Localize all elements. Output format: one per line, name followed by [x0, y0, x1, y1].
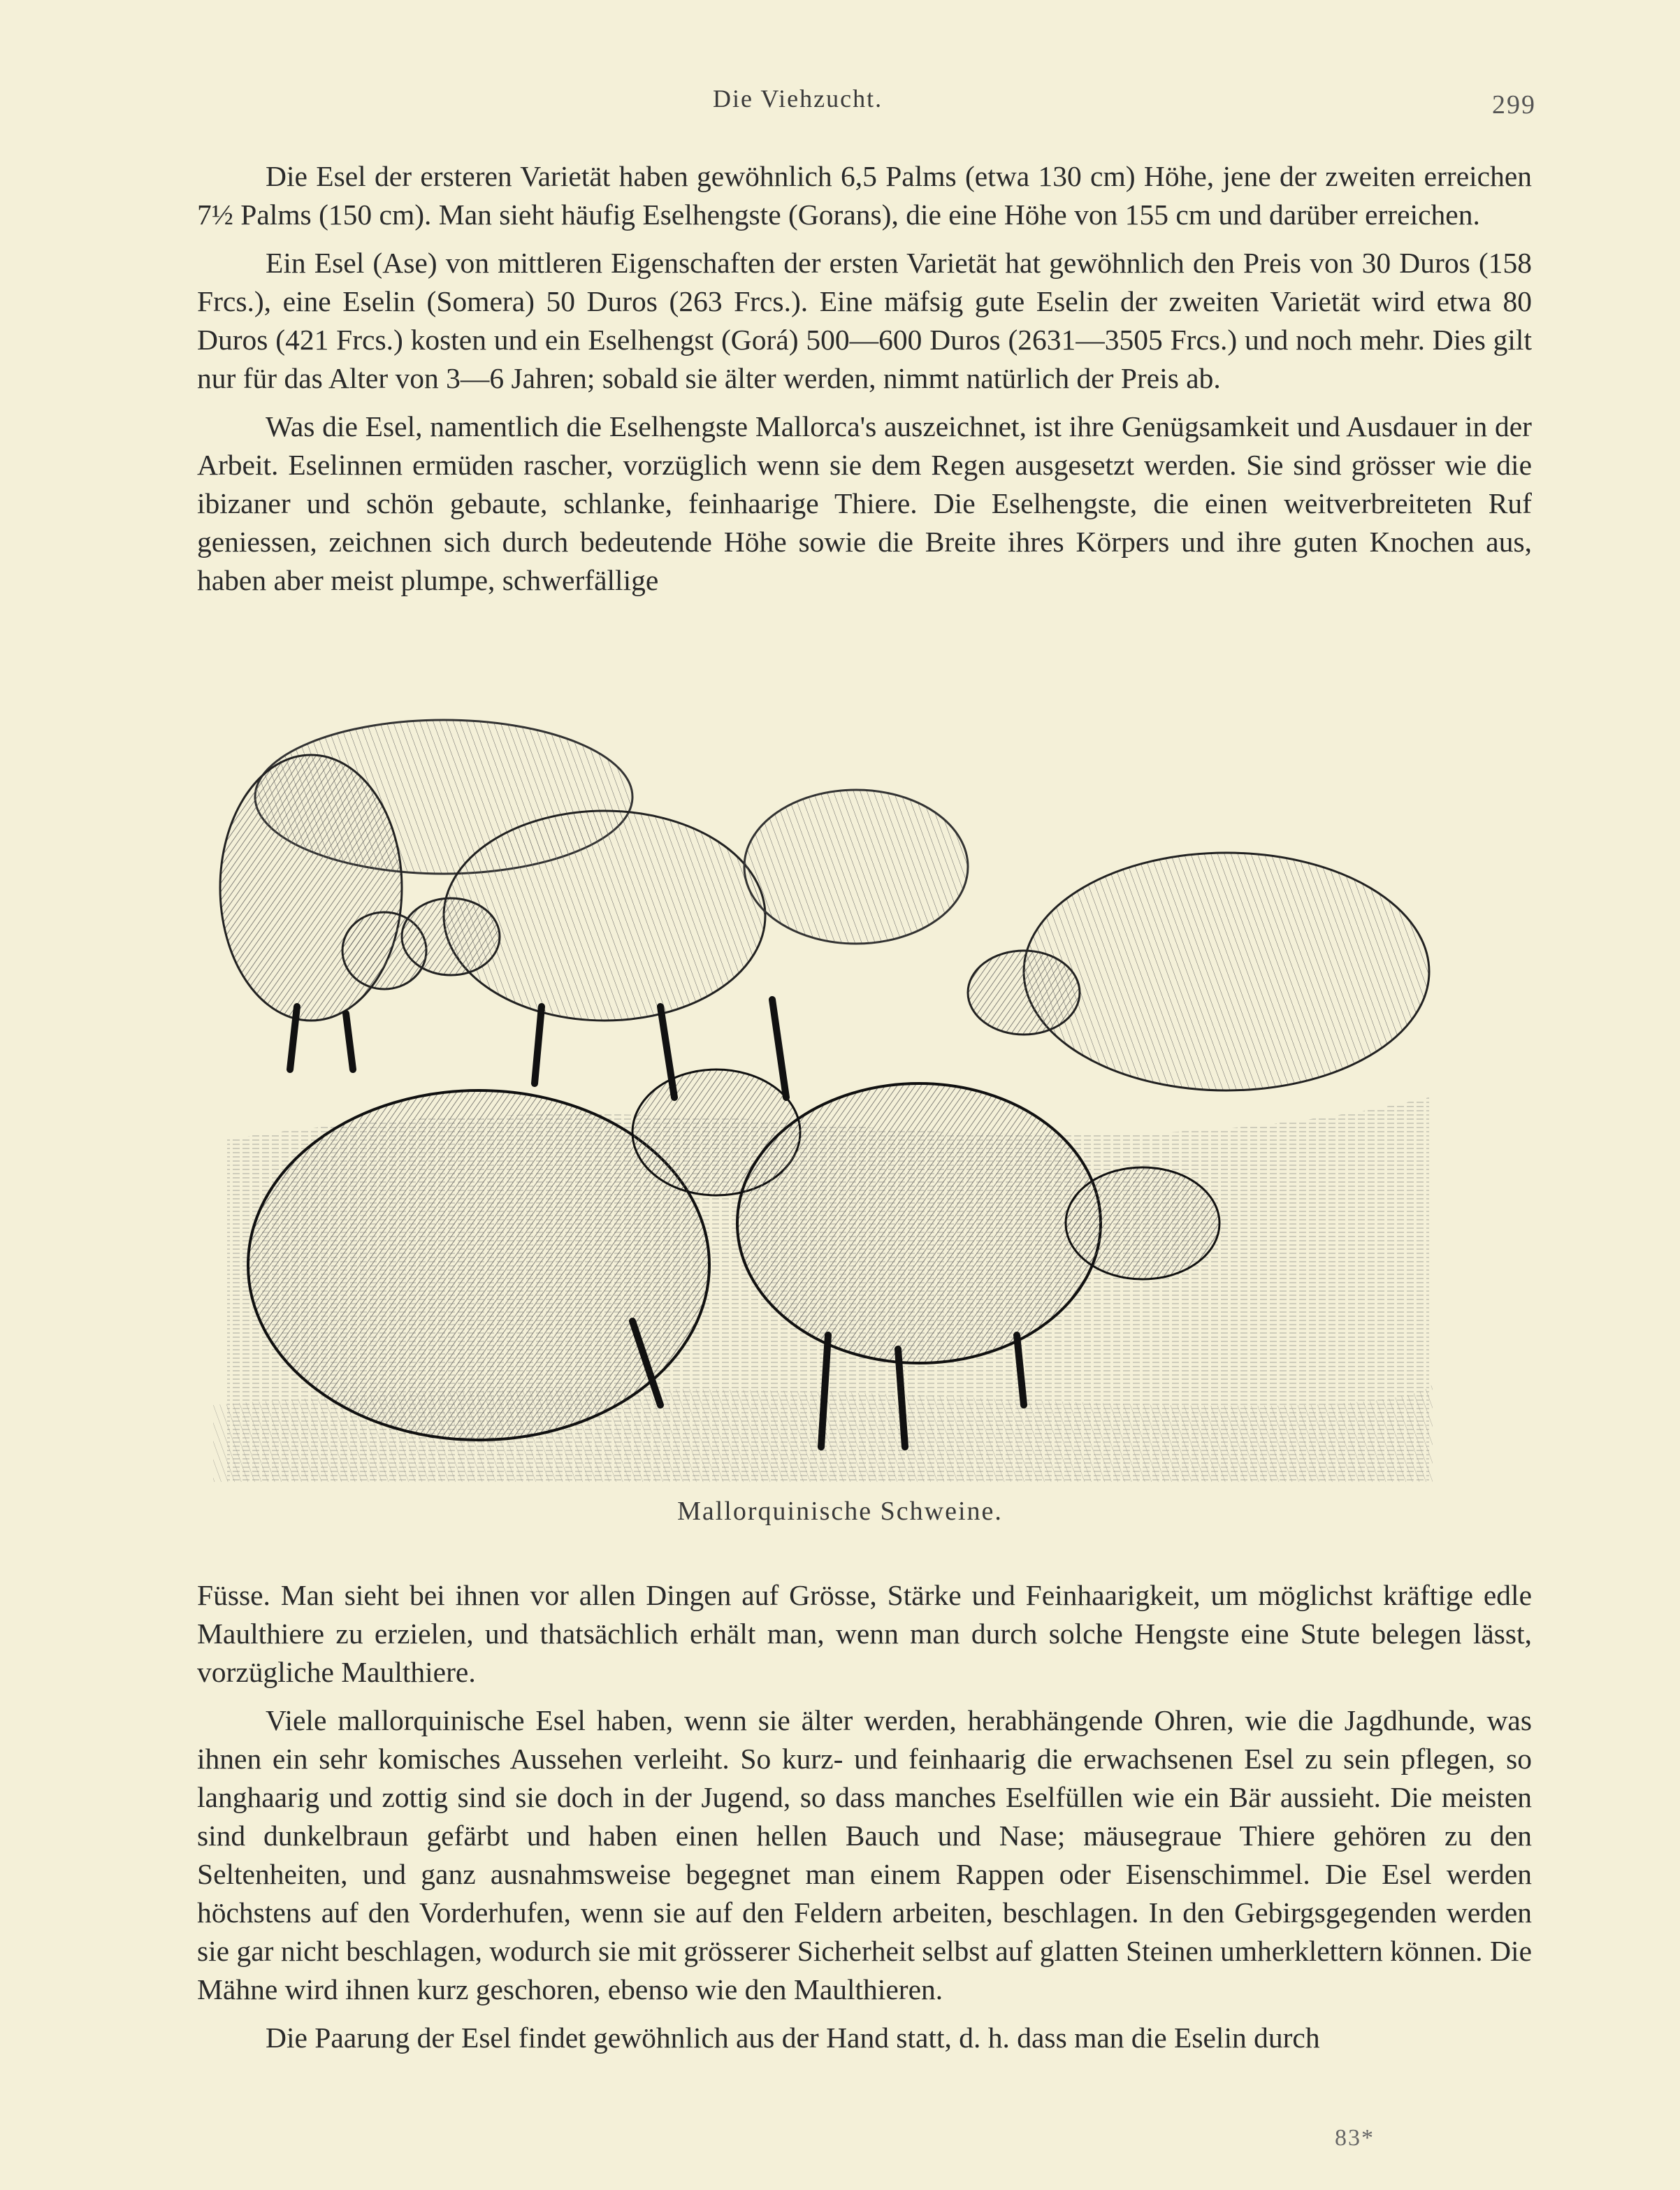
paragraph: Die Paarung der Esel findet gewöhnlich aus der Hand statt, d. h. dass man die Eselin durch	[266, 2022, 1320, 2054]
paragraph: Was die Esel, namentlich die Eselhengste Mallorca's auszeichnet, ist ihre Genügsamkeit und Ausdauer in der Arbeit. Eselinnen ermüden rascher, vorzüglich wenn sie dem Regen ausgesetzt werden. Sie sind grösser wie die ibizaner und schön gebaute, schlanke, feinhaarige Thiere. Die Eselhengste, die einen weitverbreiteten Ruf geniessen, zeichnen sich durch bedeutende Höhe sowie die Breite ihres Körpers und ihre guten Knochen aus, haben aber meist plumpe, schwerfällige	[197, 410, 1532, 596]
figure-caption: Mallorquinische Schweine.	[677, 1497, 1003, 1526]
pigs-engraving-icon	[213, 706, 1433, 1482]
printer-signature: 83*	[1335, 2125, 1375, 2151]
text-block-top	[197, 157, 1532, 610]
paragraph: Ein Esel (Ase) von mittleren Eigenschaften der ersten Varietät hat gewöhnlich den Preis von 30 Duros (158 Frcs.), eine Eselin (Somera) 50 Duros (263 Frcs.). Eine mäfsig gute Eselin der zweiten Varietät wird etwa 80 Duros (421 Frcs.) kosten und ein Eselhengst (Gorá) 500—600 Duros (2631—3505 Frcs.) und noch mehr. Dies gilt nur für das Alter von 3—6 Jahren; sobald sie älter werden, nimmt natürlich der Preis ab.	[197, 247, 1532, 394]
paragraph: Füsse. Man sieht bei ihnen vor allen Dingen auf Grösse, Stärke und Feinhaarigkeit, um möglichst kräftige edle Maulthiere zu erzielen, und thatsächlich erhält man, wenn man durch solche Hengste eine Stute belegen lässt, vorzügliche Maulthiere.	[197, 1579, 1532, 1688]
page-number: 299	[1492, 90, 1536, 120]
engraving-illustration	[213, 706, 1433, 1482]
running-title: Die Viehzucht.	[713, 85, 883, 113]
paragraph: Viele mallorquinische Esel haben, wenn sie älter werden, herabhängende Ohren, wie die Jagdhunde, was ihnen ein sehr komisches Aussehen verleiht. So kurz- und feinhaarig die erwachsenen Esel zu sein pflegen, so langhaarig und zottig sind sie doch in der Jugend, so dass manches Eselfüllen wie ein Bär aussieht. Die meisten sind dunkelbraun gefärbt und haben einen hellen Bauch und Nase; mäusegraue Thiere gehören zu den Seltenheiten, und ganz ausnahmsweise begegnet man einem Rappen oder Eisenschimmel. Die Esel werden höchstens auf den Vorderhufen, wenn sie auf den Feldern arbeiten, beschlagen. In den Gebirgsgegenden werden sie gar nicht beschlagen, wodurch sie mit grösserer Sicherheit selbst auf glatten Steinen umherklettern können. Die Mähne wird ihnen kurz geschoren, ebenso wie den Maulthieren.	[197, 1704, 1532, 2005]
text-block-bottom	[197, 1576, 1532, 2067]
paragraph: Die Esel der ersteren Varietät haben gewöhnlich 6,5 Palms (etwa 130 cm) Höhe, jene der zweiten erreichen 7½ Palms (150 cm). Man sieht häufig Eselhengste (Gorans), die eine Höhe von 155 cm und darüber erreichen.	[197, 160, 1532, 231]
running-head	[0, 84, 1680, 126]
